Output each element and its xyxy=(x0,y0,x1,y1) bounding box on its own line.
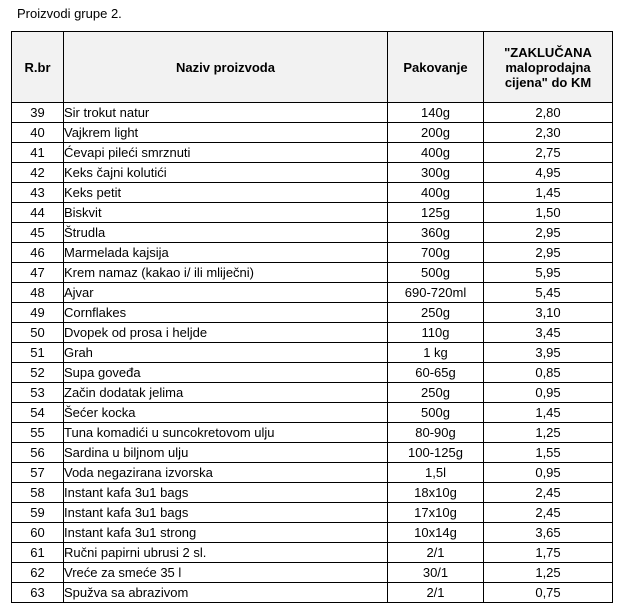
cell-packaging: 140g xyxy=(388,103,484,123)
cell-product-name: Spužva sa abrazivom xyxy=(64,583,388,603)
cell-rbr: 45 xyxy=(12,223,64,243)
table-row xyxy=(12,343,613,363)
cell-rbr: 48 xyxy=(12,283,64,303)
cell-rbr: 51 xyxy=(12,343,64,363)
table-row xyxy=(12,583,613,603)
cell-rbr: 56 xyxy=(12,443,64,463)
price-table-container xyxy=(11,31,612,603)
cell-product-name: Dvopek od prosa i heljde xyxy=(64,323,388,343)
cell-packaging: 100-125g xyxy=(388,443,484,463)
cell-packaging: 250g xyxy=(388,383,484,403)
cell-product-name: Keks petit xyxy=(64,183,388,203)
cell-price: 1,25 xyxy=(484,423,613,443)
cell-packaging: 250g xyxy=(388,303,484,323)
cell-product-name: Instant kafa 3u1 bags xyxy=(64,503,388,523)
cell-packaging: 400g xyxy=(388,143,484,163)
cell-product-name: Vajkrem light xyxy=(64,123,388,143)
cell-price: 2,95 xyxy=(484,223,613,243)
cell-packaging: 110g xyxy=(388,323,484,343)
cell-product-name: Sardina u biljnom ulju xyxy=(64,443,388,463)
cell-product-name: Začin dodatak jelima xyxy=(64,383,388,403)
cell-rbr: 54 xyxy=(12,403,64,423)
cell-rbr: 41 xyxy=(12,143,64,163)
table-row xyxy=(12,443,613,463)
table-row xyxy=(12,183,613,203)
column-header-packaging: Pakovanje xyxy=(388,32,484,103)
cell-product-name: Instant kafa 3u1 strong xyxy=(64,523,388,543)
cell-packaging: 30/1 xyxy=(388,563,484,583)
cell-product-name: Keks čajni kolutići xyxy=(64,163,388,183)
cell-packaging: 80-90g xyxy=(388,423,484,443)
cell-price: 2,45 xyxy=(484,503,613,523)
cell-rbr: 58 xyxy=(12,483,64,503)
cell-rbr: 62 xyxy=(12,563,64,583)
cell-rbr: 47 xyxy=(12,263,64,283)
cell-packaging: 200g xyxy=(388,123,484,143)
cell-price: 3,45 xyxy=(484,323,613,343)
cell-rbr: 60 xyxy=(12,523,64,543)
table-row xyxy=(12,263,613,283)
cell-packaging: 18x10g xyxy=(388,483,484,503)
cell-packaging: 1 kg xyxy=(388,343,484,363)
cell-product-name: Marmelada kajsija xyxy=(64,243,388,263)
cell-price: 3,95 xyxy=(484,343,613,363)
cell-packaging: 500g xyxy=(388,403,484,423)
cell-price: 2,30 xyxy=(484,123,613,143)
cell-price: 1,75 xyxy=(484,543,613,563)
cell-price: 0,75 xyxy=(484,583,613,603)
cell-rbr: 59 xyxy=(12,503,64,523)
cell-packaging: 10x14g xyxy=(388,523,484,543)
cell-product-name: Voda negazirana izvorska xyxy=(64,463,388,483)
table-row xyxy=(12,503,613,523)
cell-price: 0,95 xyxy=(484,383,613,403)
cell-rbr: 43 xyxy=(12,183,64,203)
cell-product-name: Grah xyxy=(64,343,388,363)
cell-price: 0,85 xyxy=(484,363,613,383)
cell-packaging: 60-65g xyxy=(388,363,484,383)
cell-packaging: 400g xyxy=(388,183,484,203)
table-row xyxy=(12,163,613,183)
cell-price: 1,45 xyxy=(484,183,613,203)
cell-price: 1,55 xyxy=(484,443,613,463)
cell-price: 3,65 xyxy=(484,523,613,543)
table-row xyxy=(12,143,613,163)
cell-product-name: Tuna komadići u suncokretovom ulju xyxy=(64,423,388,443)
cell-packaging: 17x10g xyxy=(388,503,484,523)
cell-packaging: 125g xyxy=(388,203,484,223)
column-header-price: "ZAKLUČANA maloprodajna cijena" do KM xyxy=(484,32,613,103)
cell-product-name: Šećer kocka xyxy=(64,403,388,423)
table-row xyxy=(12,563,613,583)
table-row xyxy=(12,203,613,223)
table-row xyxy=(12,543,613,563)
cell-price: 2,95 xyxy=(484,243,613,263)
cell-price: 2,45 xyxy=(484,483,613,503)
table-row xyxy=(12,403,613,423)
cell-packaging: 2/1 xyxy=(388,543,484,563)
page-title: Proizvodi grupe 2. xyxy=(17,6,122,21)
cell-rbr: 44 xyxy=(12,203,64,223)
cell-price: 1,25 xyxy=(484,563,613,583)
cell-price: 2,80 xyxy=(484,103,613,123)
cell-rbr: 63 xyxy=(12,583,64,603)
table-header xyxy=(12,32,613,103)
cell-price: 3,10 xyxy=(484,303,613,323)
cell-price: 5,45 xyxy=(484,283,613,303)
cell-rbr: 49 xyxy=(12,303,64,323)
table-row xyxy=(12,523,613,543)
cell-packaging: 500g xyxy=(388,263,484,283)
cell-product-name: Sir trokut natur xyxy=(64,103,388,123)
cell-packaging: 1,5l xyxy=(388,463,484,483)
cell-product-name: Biskvit xyxy=(64,203,388,223)
cell-rbr: 53 xyxy=(12,383,64,403)
table-row xyxy=(12,463,613,483)
table-body xyxy=(12,103,613,603)
cell-rbr: 40 xyxy=(12,123,64,143)
cell-product-name: Ajvar xyxy=(64,283,388,303)
cell-price: 4,95 xyxy=(484,163,613,183)
cell-product-name: Supa goveđa xyxy=(64,363,388,383)
cell-product-name: Vreće za smeće 35 l xyxy=(64,563,388,583)
cell-product-name: Cornflakes xyxy=(64,303,388,323)
cell-price: 2,75 xyxy=(484,143,613,163)
cell-rbr: 57 xyxy=(12,463,64,483)
cell-packaging: 690-720ml xyxy=(388,283,484,303)
table-row xyxy=(12,103,613,123)
table-header-row xyxy=(12,32,613,103)
table-row xyxy=(12,363,613,383)
cell-packaging: 2/1 xyxy=(388,583,484,603)
cell-product-name: Ručni papirni ubrusi 2 sl. xyxy=(64,543,388,563)
cell-packaging: 300g xyxy=(388,163,484,183)
cell-product-name: Instant kafa 3u1 bags xyxy=(64,483,388,503)
table-row xyxy=(12,123,613,143)
table-row xyxy=(12,483,613,503)
cell-price: 1,45 xyxy=(484,403,613,423)
table-row xyxy=(12,323,613,343)
cell-rbr: 42 xyxy=(12,163,64,183)
cell-product-name: Ćevapi pileći smrznuti xyxy=(64,143,388,163)
cell-product-name: Štrudla xyxy=(64,223,388,243)
cell-price: 1,50 xyxy=(484,203,613,223)
table-row xyxy=(12,383,613,403)
cell-price: 0,95 xyxy=(484,463,613,483)
cell-packaging: 360g xyxy=(388,223,484,243)
cell-rbr: 52 xyxy=(12,363,64,383)
cell-rbr: 50 xyxy=(12,323,64,343)
price-table xyxy=(11,31,613,603)
cell-rbr: 46 xyxy=(12,243,64,263)
table-row xyxy=(12,223,613,243)
table-row xyxy=(12,243,613,263)
cell-packaging: 700g xyxy=(388,243,484,263)
column-header-rbr: R.br xyxy=(12,32,64,103)
table-row xyxy=(12,283,613,303)
column-header-product-name: Naziv proizvoda xyxy=(64,32,388,103)
table-row xyxy=(12,303,613,323)
cell-rbr: 55 xyxy=(12,423,64,443)
table-row xyxy=(12,423,613,443)
cell-rbr: 39 xyxy=(12,103,64,123)
cell-price: 5,95 xyxy=(484,263,613,283)
cell-rbr: 61 xyxy=(12,543,64,563)
cell-product-name: Krem namaz (kakao i/ ili mliječni) xyxy=(64,263,388,283)
